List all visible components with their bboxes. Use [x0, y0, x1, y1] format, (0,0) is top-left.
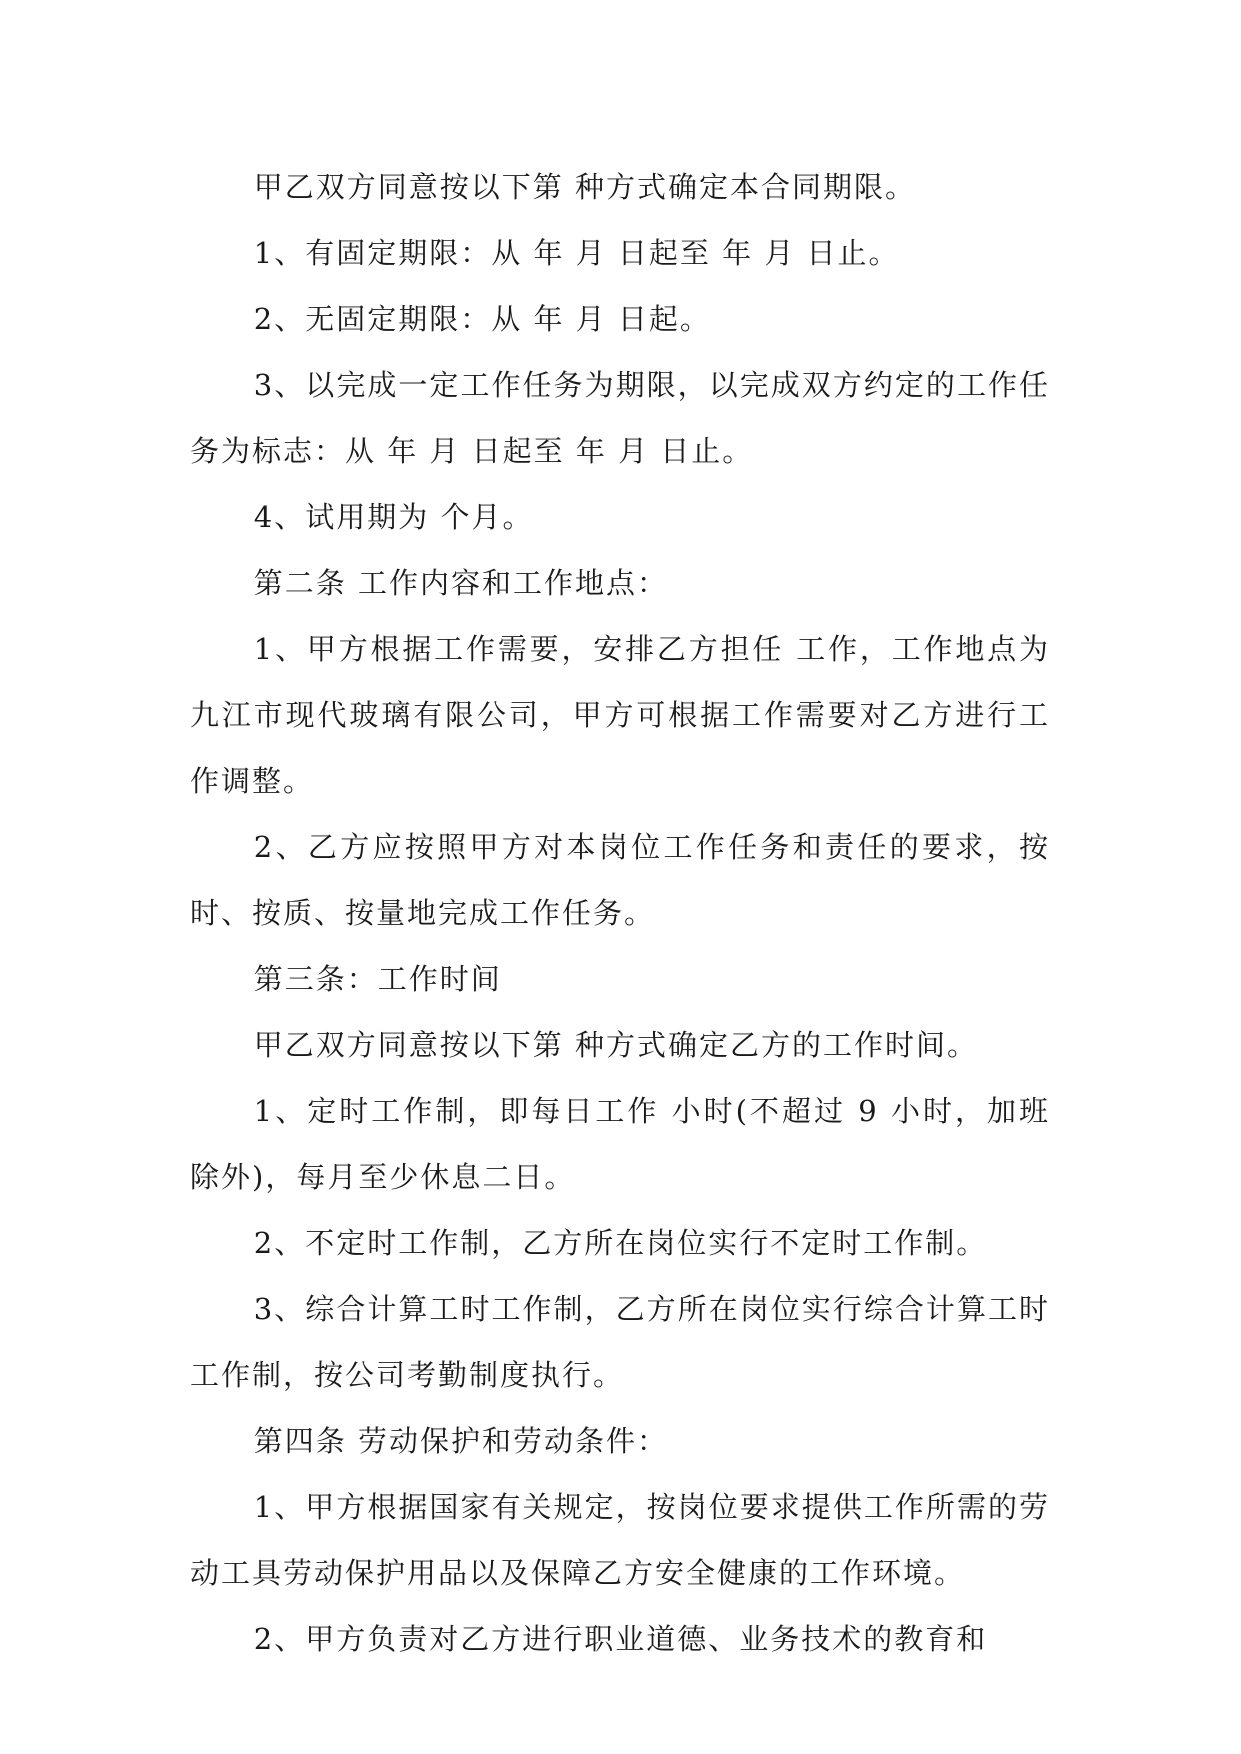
- heading-article-4: 第四条 劳动保护和劳动条件：: [253, 1424, 669, 1458]
- paragraph-work-requirements: 2、乙方应按照甲方对本岗位工作任务和责任的要求，按时、按质、按量地完成工作任务。: [190, 830, 1050, 930]
- paragraph-fixed-hours: 1、定时工作制，即每日工作 小时(不超过 9 小时，加班除外)，每月至少休息二日。: [190, 1094, 1050, 1194]
- paragraph-fixed-term: 1、有固定期限：从 年 月 日起至 年 月 日止。: [253, 236, 900, 270]
- paragraph-open-term: 2、无固定期限：从 年 月 日起。: [253, 302, 711, 336]
- paragraph-flexible-hours: 2、不定时工作制，乙方所在岗位实行不定时工作制。: [253, 1226, 988, 1260]
- paragraph-labor-protection: 1、甲方根据国家有关规定，按岗位要求提供工作所需的劳动工具劳动保护用品以及保障乙方安全健康的工作环境。: [190, 1490, 1050, 1590]
- paragraph-task-term: 3、以完成一定工作任务为期限，以完成双方约定的工作任务为标志：从 年 月 日起至 年 月 日止。: [190, 368, 1050, 468]
- paragraph-training: 2、甲方负责对乙方进行职业道德、业务技术的教育和: [253, 1622, 988, 1656]
- paragraph-term-method: 甲乙双方同意按以下第 种方式确定本合同期限。: [253, 170, 917, 204]
- paragraph-comprehensive-hours: 3、综合计算工时工作制，乙方所在岗位实行综合计算工时工作制，按公司考勤制度执行。: [190, 1292, 1050, 1392]
- paragraph-work-assignment: 1、甲方根据工作需要，安排乙方担任 工作，工作地点为九江市现代玻璃有限公司，甲方可根据工作需要对乙方进行工作调整。: [190, 632, 1050, 798]
- document-body: [190, 154, 1050, 1672]
- heading-article-3: 第三条：工作时间: [253, 962, 502, 996]
- paragraph-probation: 4、试用期为 个月。: [253, 500, 534, 534]
- heading-article-2: 第二条 工作内容和工作地点：: [253, 566, 669, 600]
- paragraph-work-time-method: 甲乙双方同意按以下第 种方式确定乙方的工作时间。: [253, 1028, 979, 1062]
